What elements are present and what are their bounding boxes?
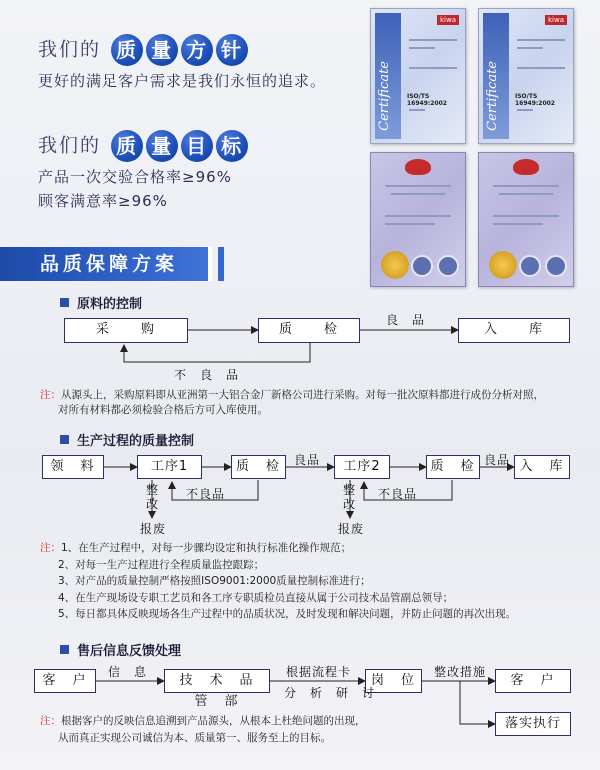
- goal-line-2: 顾客满意率≥96%: [38, 192, 168, 210]
- note-text: 根据客户的反映信息追溯到产品源头，从根本上杜绝问题的出现，: [61, 715, 366, 727]
- note-item: 3、对产品的质量控制严格按照ISO9001:2000质量控制标准进行；: [58, 575, 371, 587]
- goal-line-1: 产品一次交验合格率≥96%: [38, 168, 232, 186]
- note-mark: 注：: [40, 389, 61, 401]
- label-measures: 整改措施: [434, 665, 487, 679]
- label-analysis: 分 析 研 讨: [284, 686, 376, 700]
- policy-prefix: 我们的: [38, 38, 102, 61]
- note-production: [40, 540, 585, 623]
- box-material-pick: 领 料: [42, 455, 104, 479]
- box-inspection-1: 质 检: [231, 455, 286, 479]
- label-rework: 整 改: [343, 483, 357, 511]
- section-title-production: 生产过程的质量控制: [60, 430, 194, 449]
- iso-label: ISO/TS 16949:2002: [407, 93, 447, 107]
- label-good-product: 良品: [294, 453, 321, 467]
- policy-description: 更好的满足客户需求是我们永恒的追求。: [38, 72, 327, 90]
- label-info: 信 息: [108, 665, 148, 679]
- label-defective: 不良品: [378, 487, 418, 501]
- bullet-square-icon: [60, 435, 69, 444]
- note-text: 对所有材料都必须检验合格后方可入库使用。: [58, 404, 268, 416]
- note-item: 5、每日都具体反映现场各生产过程中的品质状况，及时发现和解决问题，并防止问题的再次出现。: [58, 608, 517, 620]
- label-defective: 不 良 品: [174, 368, 240, 382]
- note-item: 4、在生产现场设专职工艺员和各工序专职质检员直接从属于公司技术品管副总领导；: [58, 591, 454, 604]
- policy-char: 质: [111, 34, 143, 66]
- note-item: 1、在生产过程中，对每一步骤均设定和执行标准化操作规范；: [61, 542, 352, 554]
- certificate-word: Certificate: [485, 61, 500, 131]
- note-text: 从而真正实现公司诚信为本、质量第一、服务至上的目标。: [58, 732, 331, 744]
- goal-char: 标: [216, 130, 248, 162]
- goal-char: 量: [146, 130, 178, 162]
- label-defective: 不良品: [186, 487, 226, 501]
- section-title-raw-material: 原料的控制: [60, 293, 142, 312]
- box-tech-qa-dept: 技 术 品 管 部: [164, 669, 270, 693]
- box-inspection-2: 质 检: [426, 455, 480, 479]
- certificate-word: Certificate: [377, 61, 392, 131]
- box-inspection: 质 检: [258, 318, 360, 343]
- note-after-sales: [40, 713, 480, 747]
- kiwa-logo: kiwa: [545, 15, 567, 25]
- box-warehouse-in: 入 库: [458, 318, 570, 343]
- note-mark: 注：: [40, 715, 61, 727]
- box-warehouse-in: 入 库: [514, 455, 570, 479]
- policy-char: 方: [181, 34, 213, 66]
- label-scrap: 报废: [140, 522, 167, 536]
- kiwa-logo: kiwa: [437, 15, 459, 25]
- box-process-1: 工序1: [137, 455, 202, 479]
- box-purchase: 采 购: [64, 318, 188, 343]
- policy-char: 针: [216, 34, 248, 66]
- box-position: 岗 位: [365, 669, 422, 693]
- label-flow-card: 根据流程卡: [286, 665, 352, 679]
- label-good-product: 良品: [484, 453, 511, 467]
- iso-label: ISO/TS 16949:2002: [515, 93, 555, 107]
- note-text: 从源头上，采购原料即从亚洲第一大铝合金厂新格公司进行采购。对每一批次原料都进行成份分析对照，: [61, 389, 544, 401]
- bullet-square-icon: [60, 645, 69, 654]
- goal-char: 目: [181, 130, 213, 162]
- section-title-after-sales: 售后信息反馈处理: [60, 640, 181, 659]
- note-raw-material: [40, 388, 580, 418]
- label-rework: 整 改: [146, 483, 160, 511]
- box-customer: 客 户: [34, 669, 96, 693]
- goal-prefix: 我们的: [38, 134, 102, 157]
- goal-char: 质: [111, 130, 143, 162]
- box-customer-result: 客 户: [495, 669, 571, 693]
- policy-char: 量: [146, 34, 178, 66]
- box-process-2: 工序2: [334, 455, 390, 479]
- label-good-product: 良 品: [386, 313, 426, 327]
- banner-title: 品质保障方案: [40, 253, 179, 275]
- box-implement: 落实执行: [495, 712, 571, 736]
- label-scrap: 报废: [338, 522, 365, 536]
- note-mark: 注：: [40, 542, 61, 554]
- bullet-square-icon: [60, 298, 69, 307]
- note-item: 2、对每一生产过程进行全程质量监控跟踪；: [58, 558, 265, 571]
